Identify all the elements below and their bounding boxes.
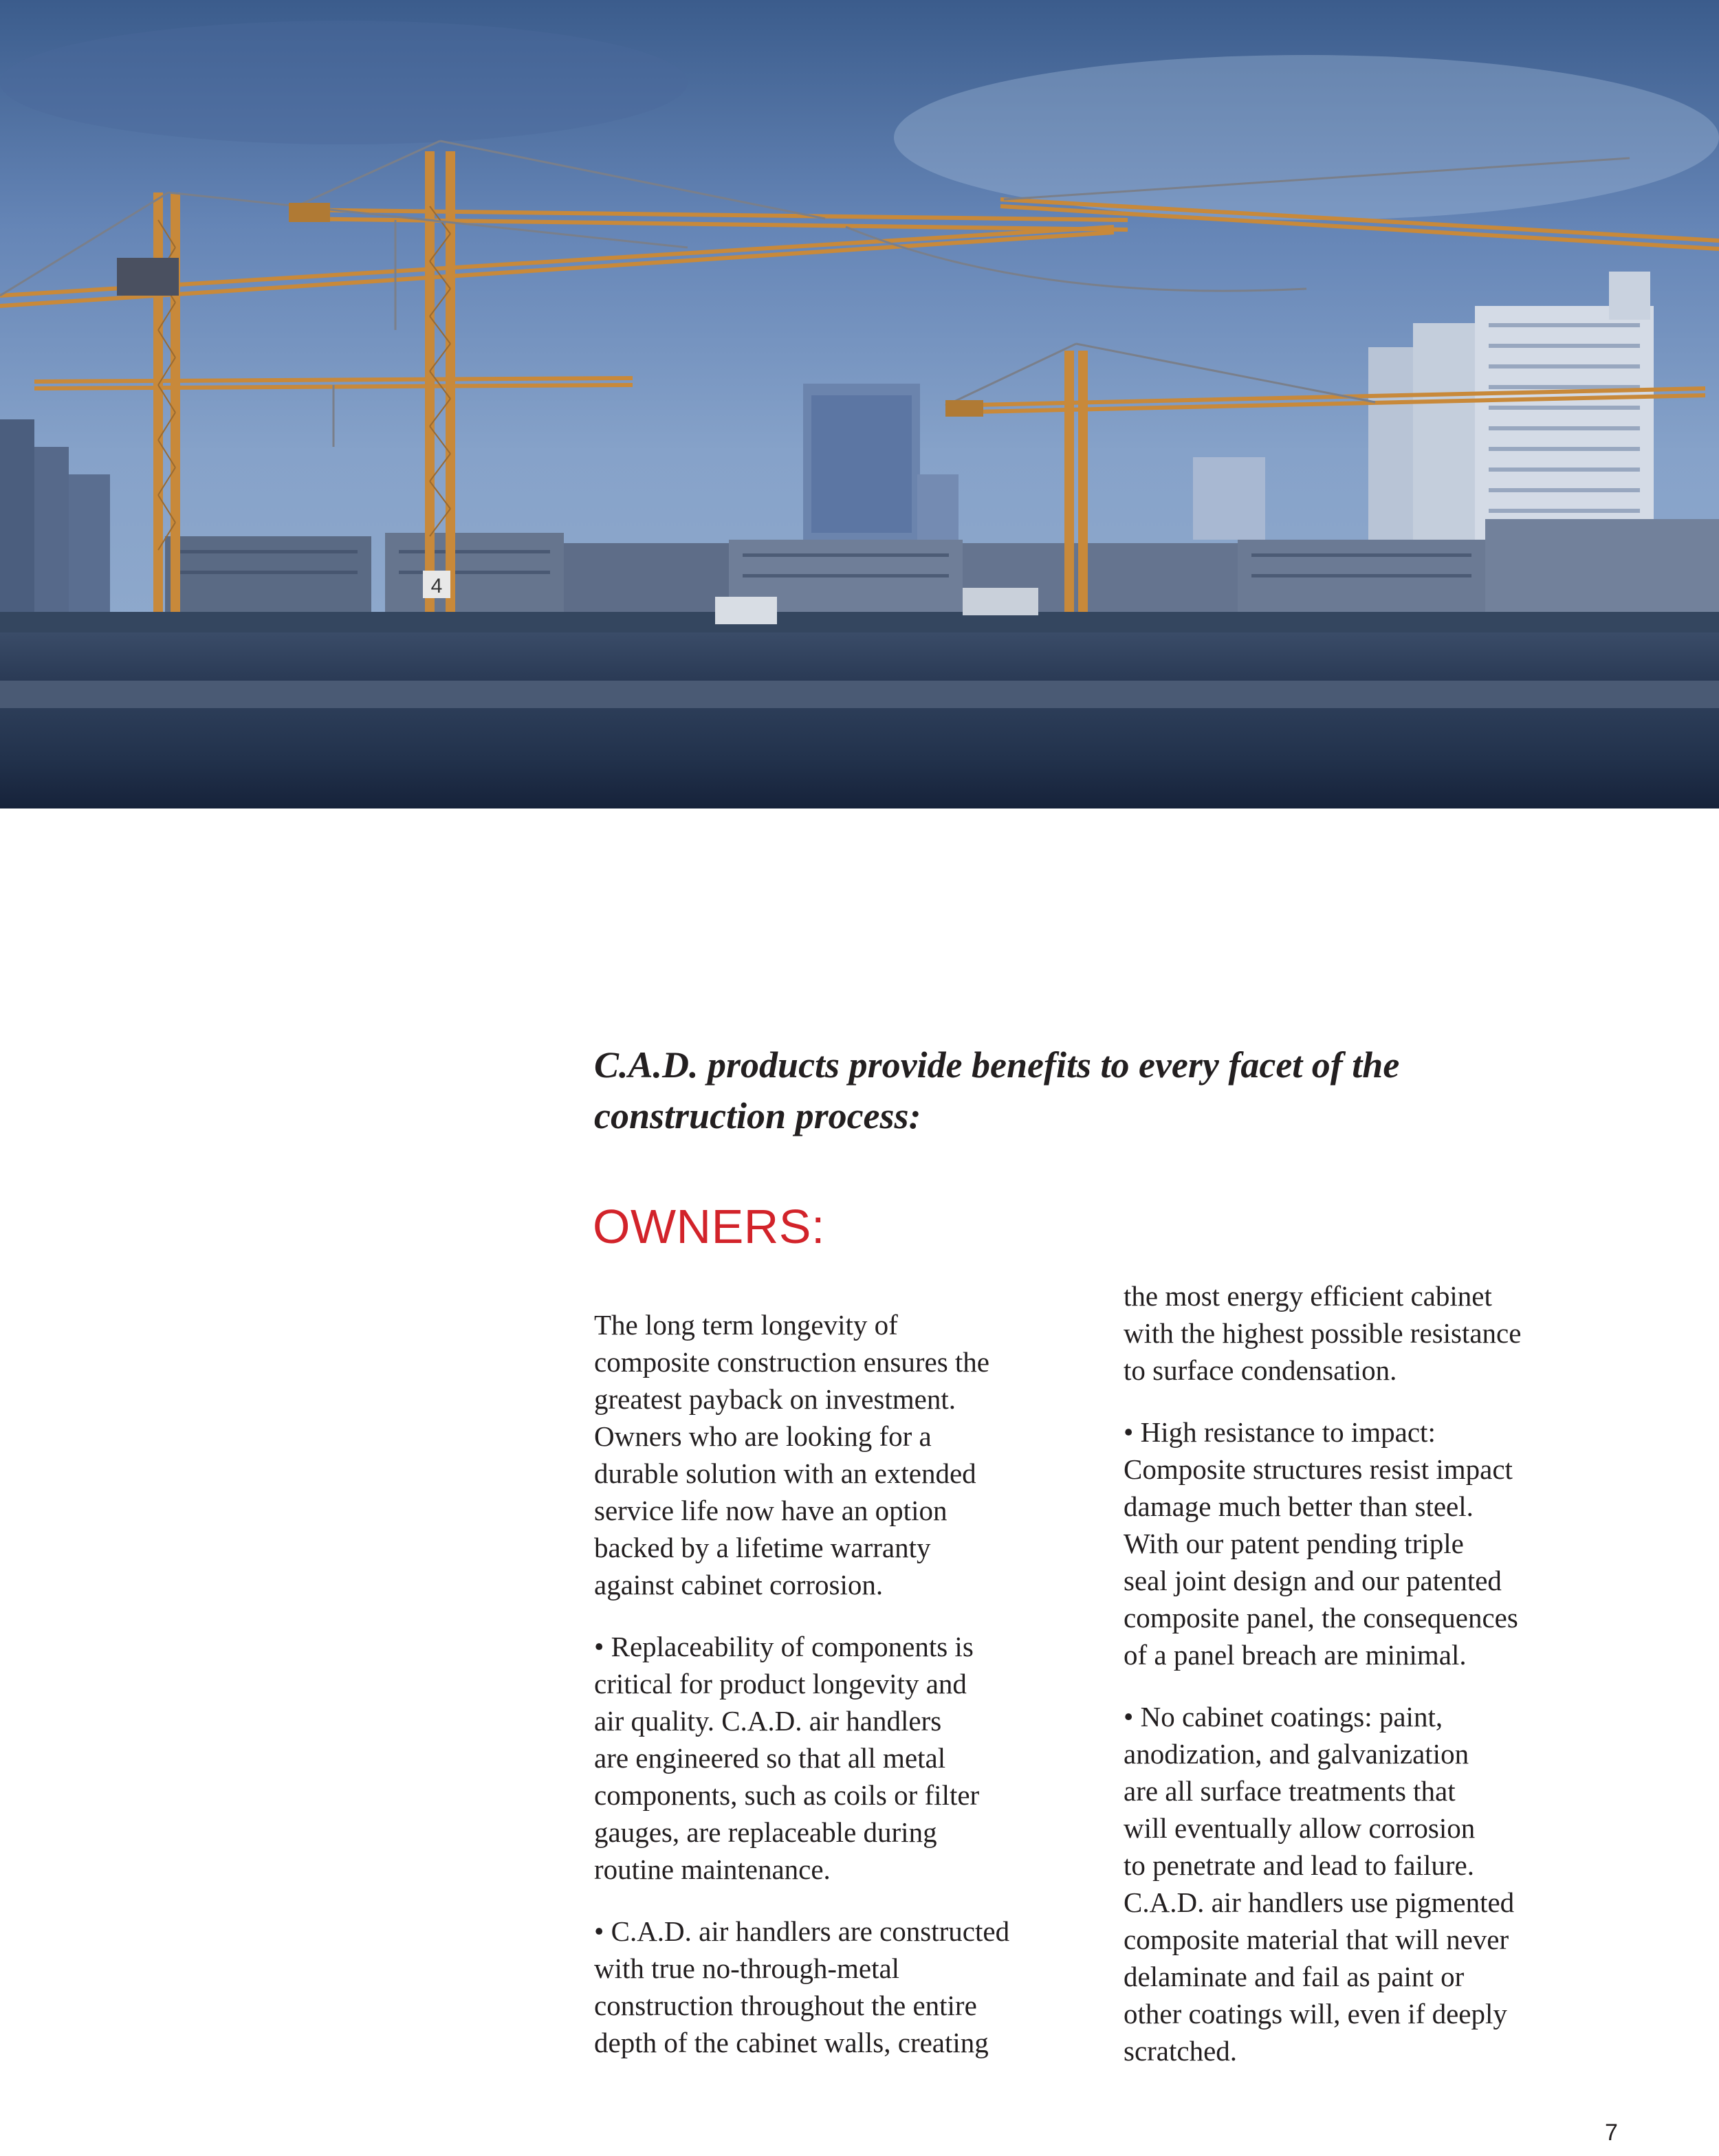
text-line: composite construction ensures the xyxy=(594,1346,990,1378)
text-line: gauges, are replaceable during xyxy=(594,1816,937,1848)
paragraph-no-through-metal xyxy=(594,1913,1103,2061)
intro-statement xyxy=(594,1040,1625,1141)
text-line: with true no-through-metal xyxy=(594,1952,900,1984)
text-line: C.A.D. air handlers use pigmented xyxy=(1124,1886,1515,1918)
text-line: scratched. xyxy=(1124,2035,1238,2067)
text-line: are engineered so that all metal xyxy=(594,1742,946,1774)
text-line: are all surface treatments that xyxy=(1124,1775,1456,1807)
text-line: with the highest possible resistance xyxy=(1124,1317,1522,1349)
text-line: service life now have an option xyxy=(594,1495,948,1526)
text-line: to surface condensation. xyxy=(1124,1354,1397,1386)
text-line: • High resistance to impact: xyxy=(1124,1416,1436,1448)
text-line: critical for product longevity and xyxy=(594,1668,967,1700)
text-line: air quality. C.A.D. air handlers xyxy=(594,1705,942,1737)
text-line: to penetrate and lead to failure. xyxy=(1124,1849,1474,1881)
crane-sign-text: 4 xyxy=(430,575,443,597)
ground xyxy=(0,588,1719,808)
text-line: delaminate and fail as paint or xyxy=(1124,1961,1465,1992)
paragraph-energy-efficient xyxy=(1124,1277,1625,1389)
text-line: • No cabinet coatings: paint, xyxy=(1124,1701,1443,1732)
text-line: backed by a lifetime warranty xyxy=(594,1532,931,1563)
text-line: The long term longevity of xyxy=(594,1309,898,1341)
text-line: depth of the cabinet walls, creating xyxy=(594,2027,989,2058)
text-line: composite panel, the consequences xyxy=(1124,1602,1518,1634)
text-line: durable solution with an extended xyxy=(594,1458,976,1489)
text-line: other coatings will, even if deeply xyxy=(1124,1998,1507,2030)
text-line: components, such as coils or filter xyxy=(594,1779,980,1811)
text-line: • C.A.D. air handlers are constructed xyxy=(594,1915,1010,1947)
intro-line: construction process: xyxy=(594,1095,921,1136)
text-line: anodization, and galvanization xyxy=(1124,1738,1469,1770)
text-line: seal joint design and our patented xyxy=(1124,1565,1502,1596)
paragraph-replaceability xyxy=(594,1628,1103,1888)
left-text-column xyxy=(594,1306,1103,2086)
text-line: greatest payback on investment. xyxy=(594,1383,956,1415)
text-line: against cabinet corrosion. xyxy=(594,1569,884,1600)
text-line: construction throughout the entire xyxy=(594,1990,977,2021)
text-line: damage much better than steel. xyxy=(1124,1490,1474,1522)
text-line: Owners who are looking for a xyxy=(594,1420,932,1452)
paragraph-impact-resistance xyxy=(1124,1414,1625,1673)
text-line: of a panel breach are minimal. xyxy=(1124,1639,1467,1671)
page-number: 7 xyxy=(1605,2120,1618,2146)
right-text-column xyxy=(1124,1277,1625,2094)
text-line: • Replaceability of components is xyxy=(594,1631,974,1662)
paragraph-longevity xyxy=(594,1306,1103,1603)
text-line: the most energy efficient cabinet xyxy=(1124,1280,1492,1312)
intro-line: C.A.D. products provide benefits to every facet of the xyxy=(594,1044,1400,1086)
text-line: composite material that will never xyxy=(1124,1924,1509,1955)
text-line: routine maintenance. xyxy=(594,1854,831,1885)
hero-construction-photo xyxy=(0,0,1719,808)
text-line: With our patent pending triple xyxy=(1124,1528,1464,1559)
text-line: Composite structures resist impact xyxy=(1124,1453,1513,1485)
text-line: will eventually allow corrosion xyxy=(1124,1812,1476,1844)
paragraph-no-coatings xyxy=(1124,1698,1625,2069)
section-heading: OWNERS: xyxy=(593,1200,825,1253)
